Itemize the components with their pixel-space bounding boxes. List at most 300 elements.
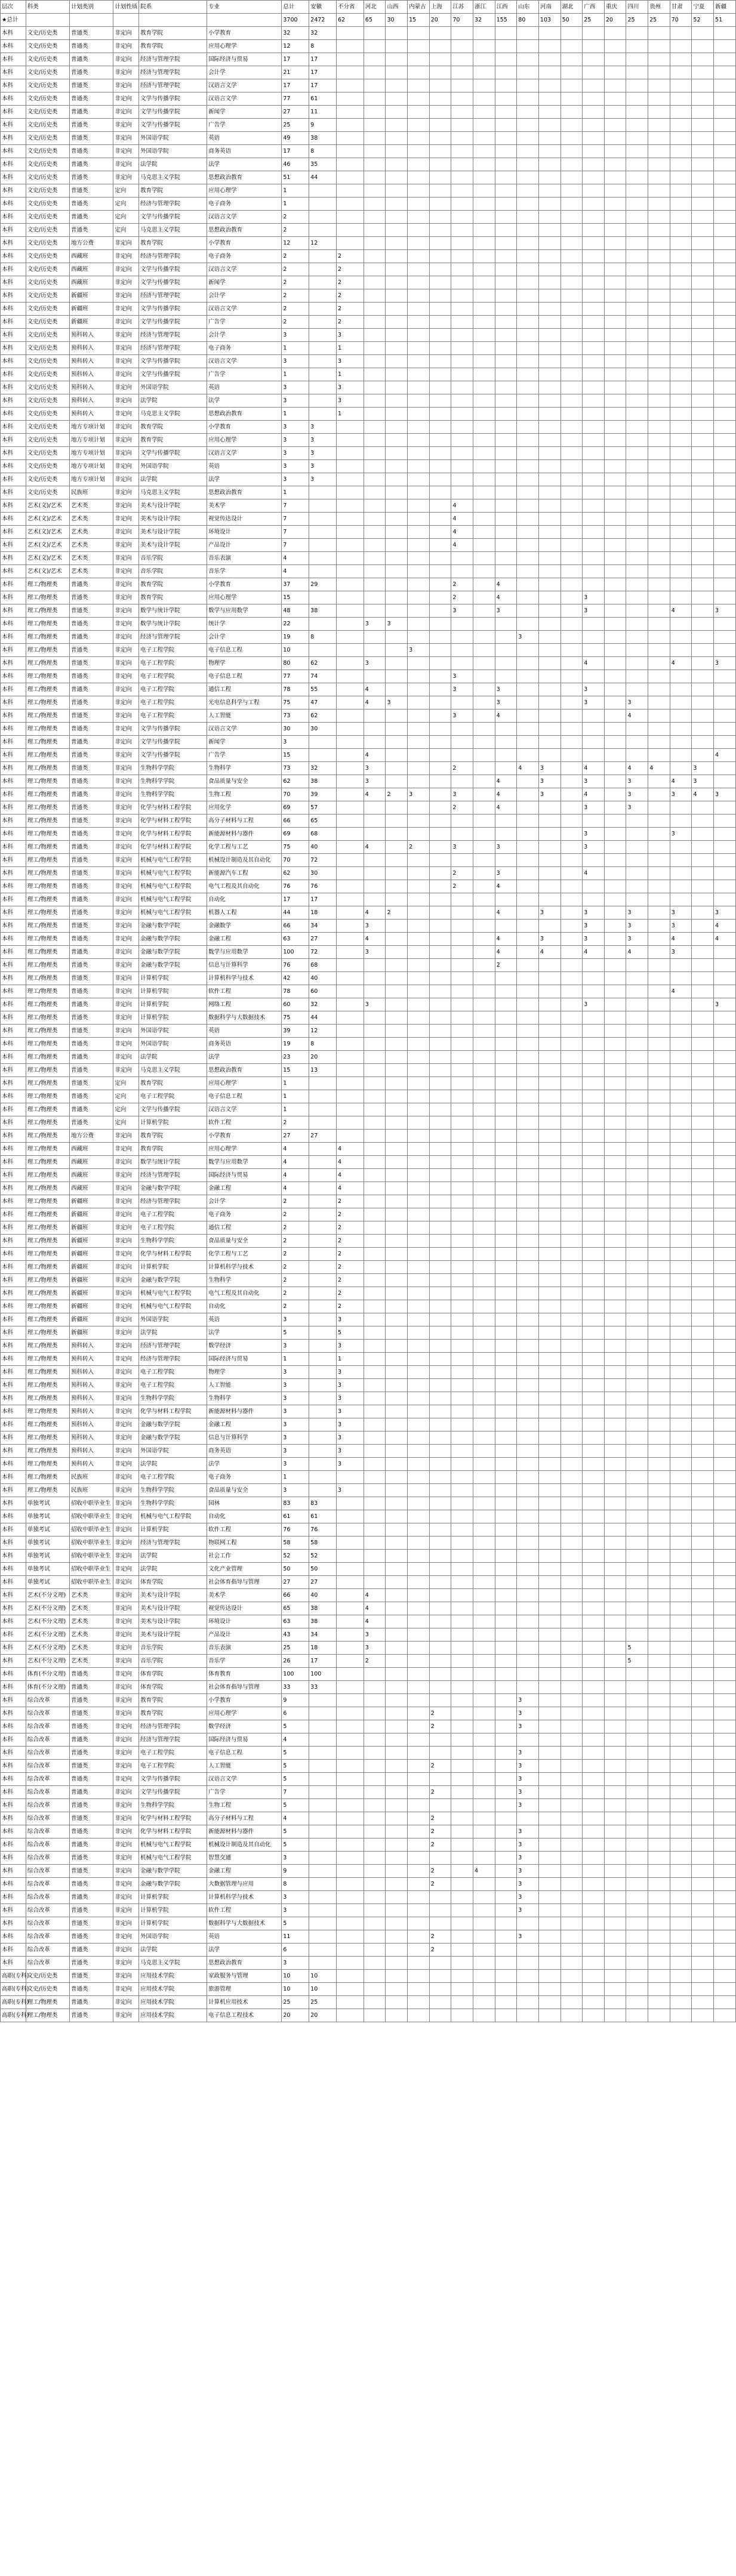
- table-cell[interactable]: [670, 1760, 692, 1773]
- table-cell[interactable]: [309, 250, 337, 263]
- table-cell[interactable]: [495, 1733, 517, 1747]
- table-cell[interactable]: [336, 1642, 364, 1655]
- table-cell[interactable]: [648, 1615, 670, 1628]
- table-cell[interactable]: [364, 27, 386, 40]
- table-cell[interactable]: [626, 1983, 648, 1996]
- table-cell[interactable]: [451, 1182, 473, 1195]
- table-cell[interactable]: [473, 66, 495, 79]
- table-cell[interactable]: [451, 1195, 473, 1208]
- table-cell[interactable]: [648, 867, 670, 880]
- table-cell[interactable]: [583, 289, 605, 303]
- table-cell[interactable]: [648, 1930, 670, 1943]
- table-cell[interactable]: 文学与传播学院: [139, 276, 207, 289]
- table-cell[interactable]: 12: [282, 237, 309, 250]
- table-cell[interactable]: 艺术(文)/艺术: [26, 539, 69, 552]
- table-cell[interactable]: [451, 1471, 473, 1484]
- table-cell[interactable]: [561, 106, 583, 119]
- table-cell[interactable]: 普通类: [70, 1694, 113, 1707]
- table-cell[interactable]: [561, 1458, 583, 1471]
- table-cell[interactable]: [670, 801, 692, 815]
- table-cell[interactable]: 17: [309, 893, 337, 906]
- table-cell[interactable]: [336, 1970, 364, 1983]
- table-cell[interactable]: 计算机学院: [139, 1116, 207, 1130]
- table-cell[interactable]: [714, 408, 736, 421]
- table-cell[interactable]: [648, 657, 670, 670]
- table-cell[interactable]: [604, 1786, 626, 1799]
- table-cell[interactable]: [648, 303, 670, 316]
- table-cell[interactable]: [626, 1773, 648, 1786]
- table-cell[interactable]: [648, 854, 670, 867]
- table-cell[interactable]: [561, 1957, 583, 1970]
- table-cell[interactable]: [386, 184, 408, 198]
- table-cell[interactable]: 5: [282, 1747, 309, 1760]
- table-cell[interactable]: [336, 1904, 364, 1917]
- table-cell[interactable]: [451, 946, 473, 959]
- table-cell[interactable]: [604, 1733, 626, 1747]
- table-cell[interactable]: [386, 2009, 408, 2022]
- table-cell[interactable]: [670, 1773, 692, 1786]
- table-cell[interactable]: 普通类: [70, 618, 113, 631]
- table-cell[interactable]: [473, 447, 495, 460]
- table-cell[interactable]: 3: [282, 1405, 309, 1418]
- table-cell[interactable]: [408, 696, 430, 709]
- table-cell[interactable]: [583, 578, 605, 591]
- table-cell[interactable]: [408, 749, 430, 762]
- table-cell[interactable]: [517, 394, 539, 408]
- table-cell[interactable]: 2: [429, 1760, 451, 1773]
- table-cell[interactable]: 预科转入: [70, 1405, 113, 1418]
- table-cell[interactable]: [364, 709, 386, 723]
- table-cell[interactable]: [604, 1208, 626, 1221]
- table-cell[interactable]: [336, 1720, 364, 1733]
- table-cell[interactable]: 数学经济: [207, 1720, 282, 1733]
- table-cell[interactable]: [626, 513, 648, 526]
- table-cell[interactable]: 普通类: [70, 723, 113, 736]
- table-cell[interactable]: 非定向: [113, 92, 139, 106]
- table-cell[interactable]: 1: [282, 1090, 309, 1103]
- table-cell[interactable]: [670, 132, 692, 145]
- table-cell[interactable]: 74: [309, 670, 337, 683]
- table-cell[interactable]: 本科: [1, 1747, 26, 1760]
- table-cell[interactable]: [561, 263, 583, 276]
- table-cell[interactable]: [517, 1458, 539, 1471]
- table-cell[interactable]: [626, 1418, 648, 1432]
- table-cell[interactable]: [692, 1707, 714, 1720]
- table-cell[interactable]: 3: [364, 1628, 386, 1642]
- table-cell[interactable]: [670, 276, 692, 289]
- table-cell[interactable]: [386, 670, 408, 683]
- table-cell[interactable]: [604, 27, 626, 40]
- table-cell[interactable]: [386, 434, 408, 447]
- table-cell[interactable]: 58: [282, 1537, 309, 1550]
- table-cell[interactable]: [336, 920, 364, 933]
- table-cell[interactable]: 电气工程及其自动化: [207, 880, 282, 893]
- table-cell[interactable]: [517, 1235, 539, 1248]
- table-cell[interactable]: [538, 696, 561, 709]
- table-cell[interactable]: [495, 1957, 517, 1970]
- table-cell[interactable]: [583, 723, 605, 736]
- table-cell[interactable]: [364, 460, 386, 473]
- table-cell[interactable]: [473, 237, 495, 250]
- table-cell[interactable]: [692, 1747, 714, 1760]
- table-cell[interactable]: 金融与数学学院: [139, 1878, 207, 1891]
- table-cell[interactable]: [517, 1733, 539, 1747]
- table-cell[interactable]: [604, 526, 626, 539]
- table-cell[interactable]: 本科: [1, 1195, 26, 1208]
- table-cell[interactable]: [714, 1838, 736, 1852]
- table-cell[interactable]: [670, 1379, 692, 1392]
- table-cell[interactable]: [451, 1392, 473, 1405]
- table-cell[interactable]: [626, 1550, 648, 1563]
- table-cell[interactable]: [583, 368, 605, 381]
- table-cell[interactable]: 1: [282, 198, 309, 211]
- table-cell[interactable]: 小学教育: [207, 578, 282, 591]
- table-cell[interactable]: [692, 1825, 714, 1838]
- table-cell[interactable]: [451, 2009, 473, 2022]
- table-cell[interactable]: 2: [336, 1287, 364, 1300]
- table-cell[interactable]: [429, 1077, 451, 1090]
- table-cell[interactable]: 普通类: [70, 1051, 113, 1064]
- table-cell[interactable]: 音乐表演: [207, 1642, 282, 1655]
- table-cell[interactable]: [648, 815, 670, 828]
- table-cell[interactable]: [692, 1904, 714, 1917]
- table-cell[interactable]: 理工/物理类: [26, 1116, 69, 1130]
- table-cell[interactable]: [538, 1405, 561, 1418]
- table-cell[interactable]: 软件工程: [207, 1116, 282, 1130]
- table-cell[interactable]: [626, 40, 648, 53]
- table-cell[interactable]: 非定向: [113, 1891, 139, 1904]
- table-cell[interactable]: [451, 1957, 473, 1970]
- table-cell[interactable]: 非定向: [113, 145, 139, 158]
- table-cell[interactable]: [429, 1668, 451, 1681]
- table-cell[interactable]: [429, 408, 451, 421]
- table-cell[interactable]: 理工/物理类: [26, 1261, 69, 1274]
- table-cell[interactable]: [309, 342, 337, 355]
- table-cell[interactable]: 3: [336, 1445, 364, 1458]
- table-cell[interactable]: [495, 1825, 517, 1838]
- table-cell[interactable]: [517, 906, 539, 920]
- table-cell[interactable]: 本科: [1, 1011, 26, 1025]
- table-cell[interactable]: [561, 1484, 583, 1497]
- table-cell[interactable]: [473, 906, 495, 920]
- table-cell[interactable]: [364, 1681, 386, 1694]
- table-cell[interactable]: 48: [282, 604, 309, 618]
- table-cell[interactable]: 非定向: [113, 1051, 139, 1064]
- table-cell[interactable]: 3: [583, 683, 605, 696]
- table-cell[interactable]: [386, 1287, 408, 1300]
- table-cell[interactable]: [561, 1930, 583, 1943]
- table-cell[interactable]: [648, 368, 670, 381]
- table-cell[interactable]: 马克思主义学院: [139, 486, 207, 499]
- table-cell[interactable]: [538, 316, 561, 329]
- table-cell[interactable]: 本科: [1, 1143, 26, 1156]
- table-cell[interactable]: [561, 670, 583, 683]
- table-cell[interactable]: 英语: [207, 1930, 282, 1943]
- table-cell[interactable]: [429, 1169, 451, 1182]
- table-cell[interactable]: [583, 513, 605, 526]
- table-cell[interactable]: 会计学: [207, 631, 282, 644]
- table-cell[interactable]: [561, 815, 583, 828]
- table-cell[interactable]: 非定向: [113, 670, 139, 683]
- table-cell[interactable]: [429, 749, 451, 762]
- table-cell[interactable]: [692, 578, 714, 591]
- table-cell[interactable]: [364, 1497, 386, 1510]
- table-cell[interactable]: [538, 1156, 561, 1169]
- table-cell[interactable]: [386, 303, 408, 316]
- table-cell[interactable]: [309, 513, 337, 526]
- table-cell[interactable]: [604, 460, 626, 473]
- table-cell[interactable]: [538, 355, 561, 368]
- table-cell[interactable]: [626, 224, 648, 237]
- table-cell[interactable]: [495, 1208, 517, 1221]
- table-cell[interactable]: [408, 421, 430, 434]
- table-cell[interactable]: [604, 1484, 626, 1497]
- table-cell[interactable]: 44: [309, 1011, 337, 1025]
- table-cell[interactable]: [495, 670, 517, 683]
- table-cell[interactable]: [670, 499, 692, 513]
- table-cell[interactable]: [692, 1405, 714, 1418]
- table-cell[interactable]: 国际经济与贸易: [207, 1353, 282, 1366]
- table-cell[interactable]: 旅游管理: [207, 1983, 282, 1996]
- table-cell[interactable]: [364, 1812, 386, 1825]
- table-cell[interactable]: [408, 998, 430, 1011]
- table-cell[interactable]: 本科: [1, 920, 26, 933]
- table-cell[interactable]: [626, 119, 648, 132]
- table-cell[interactable]: [408, 1038, 430, 1051]
- table-cell[interactable]: [538, 1878, 561, 1891]
- table-cell[interactable]: [364, 526, 386, 539]
- table-cell[interactable]: [692, 1432, 714, 1445]
- table-cell[interactable]: [517, 237, 539, 250]
- table-cell[interactable]: 本科: [1, 1103, 26, 1116]
- table-cell[interactable]: 8: [309, 145, 337, 158]
- table-cell[interactable]: [670, 1458, 692, 1471]
- table-cell[interactable]: 文化产业管理: [207, 1563, 282, 1576]
- table-cell[interactable]: [648, 1563, 670, 1576]
- table-cell[interactable]: [692, 342, 714, 355]
- table-cell[interactable]: [648, 526, 670, 539]
- table-cell[interactable]: 7: [282, 526, 309, 539]
- table-cell[interactable]: 小学教育: [207, 27, 282, 40]
- table-cell[interactable]: 本科: [1, 1432, 26, 1445]
- table-cell[interactable]: [538, 1103, 561, 1116]
- table-cell[interactable]: [309, 1957, 337, 1970]
- table-cell[interactable]: [604, 696, 626, 709]
- table-cell[interactable]: [670, 1983, 692, 1996]
- table-cell[interactable]: 非定向: [113, 303, 139, 316]
- table-cell[interactable]: 本科: [1, 145, 26, 158]
- table-cell[interactable]: [604, 198, 626, 211]
- table-cell[interactable]: [495, 1497, 517, 1510]
- table-cell[interactable]: 本科: [1, 486, 26, 499]
- table-cell[interactable]: 7: [282, 1786, 309, 1799]
- table-cell[interactable]: [692, 1392, 714, 1405]
- table-cell[interactable]: [670, 1326, 692, 1340]
- table-cell[interactable]: 4: [670, 985, 692, 998]
- table-cell[interactable]: 预科转入: [70, 381, 113, 394]
- table-cell[interactable]: [336, 526, 364, 539]
- table-cell[interactable]: 23: [282, 1051, 309, 1064]
- table-cell[interactable]: 75: [282, 841, 309, 854]
- table-cell[interactable]: [309, 1720, 337, 1733]
- table-cell[interactable]: [495, 408, 517, 421]
- table-cell[interactable]: [408, 1733, 430, 1747]
- table-cell[interactable]: [583, 263, 605, 276]
- table-cell[interactable]: 4: [583, 788, 605, 801]
- table-cell[interactable]: 非定向: [113, 1366, 139, 1379]
- table-cell[interactable]: [670, 1077, 692, 1090]
- table-cell[interactable]: [336, 657, 364, 670]
- table-cell[interactable]: 马克思主义学院: [139, 171, 207, 184]
- table-cell[interactable]: [538, 1392, 561, 1405]
- table-cell[interactable]: [451, 1838, 473, 1852]
- table-cell[interactable]: [336, 1694, 364, 1707]
- table-cell[interactable]: [714, 276, 736, 289]
- table-cell[interactable]: 4: [495, 578, 517, 591]
- table-cell[interactable]: [429, 696, 451, 709]
- table-cell[interactable]: 非定向: [113, 1392, 139, 1405]
- table-cell[interactable]: 经济与管理学院: [139, 1195, 207, 1208]
- table-cell[interactable]: 计算机学院: [139, 972, 207, 985]
- table-cell[interactable]: 应用心理学: [207, 1077, 282, 1090]
- table-cell[interactable]: 非定向: [113, 1169, 139, 1182]
- table-cell[interactable]: 普通类: [70, 1891, 113, 1904]
- table-cell[interactable]: 55: [309, 683, 337, 696]
- table-cell[interactable]: [517, 1655, 539, 1668]
- table-cell[interactable]: [538, 709, 561, 723]
- table-cell[interactable]: 本科: [1, 1720, 26, 1733]
- table-cell[interactable]: [408, 1103, 430, 1116]
- table-cell[interactable]: [561, 1917, 583, 1930]
- table-cell[interactable]: 1: [282, 1353, 309, 1366]
- table-cell[interactable]: [648, 421, 670, 434]
- table-cell[interactable]: 3: [583, 604, 605, 618]
- table-cell[interactable]: [408, 1852, 430, 1865]
- table-cell[interactable]: [429, 1130, 451, 1143]
- table-cell[interactable]: [692, 106, 714, 119]
- table-cell[interactable]: [408, 1287, 430, 1300]
- table-cell[interactable]: [604, 329, 626, 342]
- table-cell[interactable]: [495, 1852, 517, 1865]
- table-cell[interactable]: [473, 709, 495, 723]
- table-cell[interactable]: [386, 316, 408, 329]
- table-cell[interactable]: [604, 1996, 626, 2009]
- table-cell[interactable]: [692, 355, 714, 368]
- table-cell[interactable]: 4: [583, 762, 605, 775]
- table-cell[interactable]: [561, 1143, 583, 1156]
- table-cell[interactable]: [336, 1838, 364, 1852]
- table-cell[interactable]: 3: [626, 696, 648, 709]
- table-cell[interactable]: 普通类: [70, 788, 113, 801]
- table-cell[interactable]: [670, 1576, 692, 1589]
- table-cell[interactable]: 3: [451, 709, 473, 723]
- table-cell[interactable]: [473, 762, 495, 775]
- table-cell[interactable]: 软件工程: [207, 1904, 282, 1917]
- table-cell[interactable]: 本科: [1, 1799, 26, 1812]
- table-cell[interactable]: 本科: [1, 1681, 26, 1694]
- table-cell[interactable]: [473, 303, 495, 316]
- table-cell[interactable]: [583, 40, 605, 53]
- table-cell[interactable]: [626, 578, 648, 591]
- table-cell[interactable]: 艺术类: [70, 1628, 113, 1642]
- table-cell[interactable]: [386, 289, 408, 303]
- table-cell[interactable]: [648, 1182, 670, 1195]
- table-cell[interactable]: 2: [451, 867, 473, 880]
- table-cell[interactable]: [561, 1064, 583, 1077]
- table-cell[interactable]: [583, 1340, 605, 1353]
- table-cell[interactable]: [386, 1760, 408, 1773]
- table-cell[interactable]: 化学工程与工艺: [207, 1248, 282, 1261]
- table-cell[interactable]: [495, 1799, 517, 1812]
- table-cell[interactable]: [538, 342, 561, 355]
- table-cell[interactable]: [473, 644, 495, 657]
- table-cell[interactable]: [604, 1064, 626, 1077]
- table-cell[interactable]: [648, 27, 670, 40]
- table-cell[interactable]: [561, 644, 583, 657]
- table-cell[interactable]: [336, 1471, 364, 1484]
- table-cell[interactable]: [473, 1248, 495, 1261]
- table-cell[interactable]: [451, 1143, 473, 1156]
- table-cell[interactable]: 3: [336, 1458, 364, 1471]
- table-cell[interactable]: [408, 1300, 430, 1313]
- table-cell[interactable]: 普通类: [70, 1838, 113, 1852]
- table-cell[interactable]: 本科: [1, 985, 26, 998]
- column-header[interactable]: 院系: [139, 1, 207, 14]
- table-cell[interactable]: [692, 1694, 714, 1707]
- table-cell[interactable]: [336, 1681, 364, 1694]
- table-cell[interactable]: [538, 1432, 561, 1445]
- table-cell[interactable]: 电子工程学院: [139, 709, 207, 723]
- table-cell[interactable]: [583, 158, 605, 171]
- table-cell[interactable]: 法学院: [139, 1051, 207, 1064]
- table-cell[interactable]: [364, 1366, 386, 1379]
- table-cell[interactable]: 44: [309, 171, 337, 184]
- table-cell[interactable]: [451, 1405, 473, 1418]
- table-cell[interactable]: 文学与传播学院: [139, 723, 207, 736]
- table-cell[interactable]: [692, 1773, 714, 1786]
- table-cell[interactable]: 文学与传播学院: [139, 211, 207, 224]
- table-cell[interactable]: [692, 79, 714, 92]
- column-header[interactable]: 江苏: [451, 1, 473, 14]
- table-cell[interactable]: [517, 145, 539, 158]
- table-cell[interactable]: [692, 1550, 714, 1563]
- table-cell[interactable]: 2: [451, 762, 473, 775]
- table-cell[interactable]: [561, 1537, 583, 1550]
- table-cell[interactable]: [473, 1760, 495, 1773]
- table-cell[interactable]: [670, 1116, 692, 1130]
- table-cell[interactable]: 本科: [1, 1484, 26, 1497]
- table-cell[interactable]: [561, 775, 583, 788]
- table-cell[interactable]: 本科: [1, 368, 26, 381]
- table-cell[interactable]: 3: [517, 1773, 539, 1786]
- table-cell[interactable]: [561, 132, 583, 145]
- table-cell[interactable]: [336, 499, 364, 513]
- table-cell[interactable]: [451, 237, 473, 250]
- table-cell[interactable]: [451, 1077, 473, 1090]
- table-cell[interactable]: [648, 66, 670, 79]
- table-cell[interactable]: [670, 762, 692, 775]
- table-cell[interactable]: [386, 723, 408, 736]
- table-cell[interactable]: [538, 303, 561, 316]
- table-cell[interactable]: 非定向: [113, 1458, 139, 1471]
- table-cell[interactable]: 3: [282, 1891, 309, 1904]
- column-header[interactable]: 浙江: [473, 1, 495, 14]
- table-cell[interactable]: [604, 1051, 626, 1064]
- table-cell[interactable]: 教育学院: [139, 40, 207, 53]
- table-cell[interactable]: 普通类: [70, 1943, 113, 1957]
- table-cell[interactable]: [714, 854, 736, 867]
- table-cell[interactable]: [714, 198, 736, 211]
